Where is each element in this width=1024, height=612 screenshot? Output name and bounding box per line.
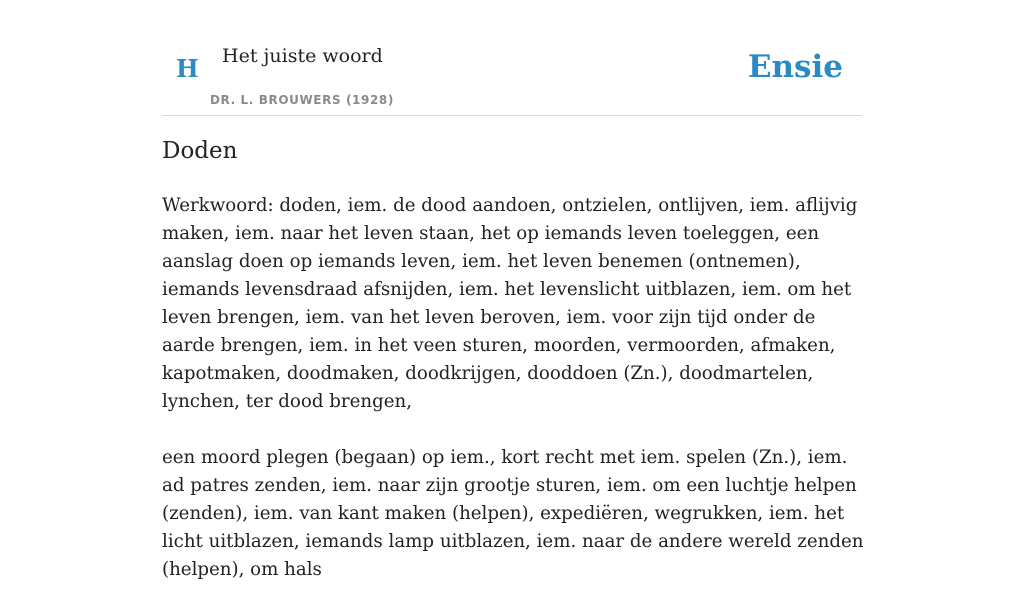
book-header	[162, 40, 862, 116]
book-title[interactable]: Het juiste woord	[222, 45, 383, 67]
ensie-logo[interactable]: Ensie	[747, 49, 843, 85]
book-logo-letter[interactable]: H	[176, 54, 199, 83]
entry-title: Doden	[162, 138, 238, 164]
entry-paragraph: Werkwoord: doden, iem. de dood aandoen, ontzielen, ontlijven, iem. aflijvig maken, iem. naar het leven staan, het op iemands leven toeleggen, een aanslag doen op iemands leven, iem. het leven benemen (ontnemen), iemands levensdraad afsnijden, iem. het levenslicht uitblazen, iem. om het leven brengen, iem. van het leven beroven, iem. voor zijn tijd onder de aarde brengen, iem. in het veen sturen, moorden, vermoorden, afmaken, kapotmaken, doodmaken, doodkrijgen, dooddoen (Zn.), doodmartelen, lynchen, ter dood brengen,	[162, 195, 858, 412]
book-author: DR. L. BROUWERS (1928)	[210, 93, 394, 107]
entry-content	[162, 192, 864, 612]
entry-paragraph: een moord plegen (begaan) op iem., kort recht met iem. spelen (Zn.), iem. ad patres zenden, iem. naar zijn grootje sturen, iem. om een luchtje helpen (zenden), iem. van kant maken (helpen), expediëren, wegrukken, iem. het licht uitblazen, iemands lamp uitblazen, iem. naar de andere wereld zenden (helpen), om hals	[162, 447, 864, 580]
